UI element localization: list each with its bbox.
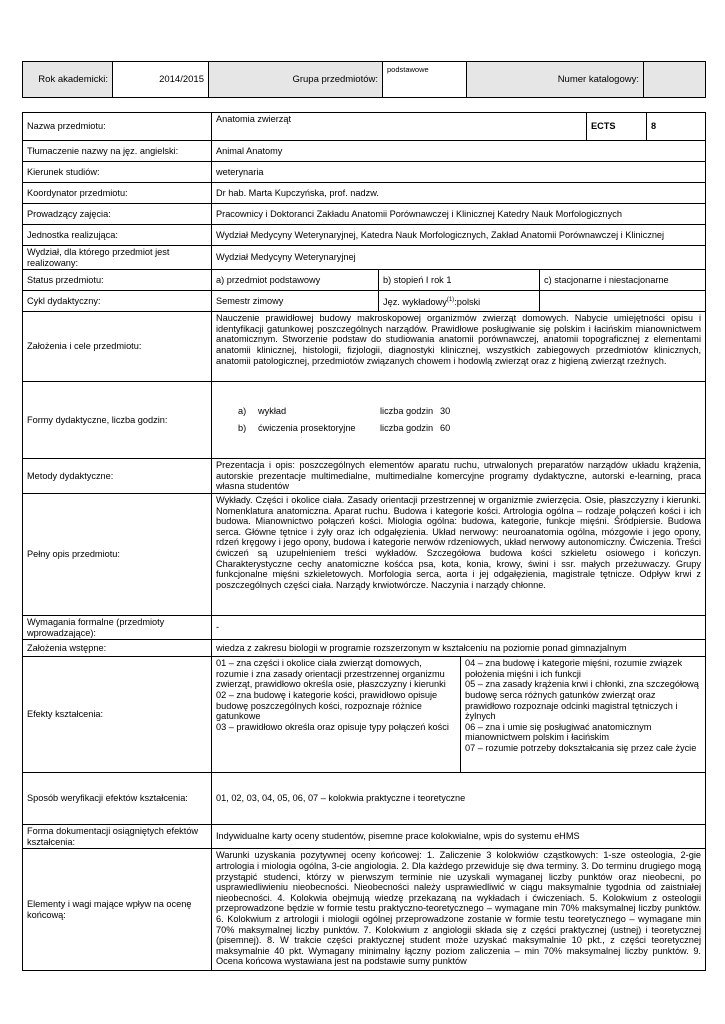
ects-value: 8 [647, 113, 706, 141]
lecture-language-prefix: Jęz. wykładowy [383, 296, 447, 307]
course-name-label: Nazwa przedmiotu: [23, 113, 212, 141]
catalog-number-label: Numer katalogowy: [467, 62, 644, 98]
forms-label: Formy dydaktyczne, liczba godzin: [23, 382, 212, 459]
form-name: wykład [258, 406, 287, 417]
translation-value: Animal Anatomy [212, 141, 706, 162]
academic-year-label: Rok akademicki: [23, 62, 113, 98]
catalog-header-table [22, 61, 706, 98]
form-marker: a) [238, 406, 247, 417]
forms-list-cell [212, 382, 706, 459]
course-name-row [23, 113, 706, 141]
form-name: ćwiczenia prosektoryjne [258, 423, 356, 434]
learning-effects-right: 04 – zna budowę i kategorie mięśni, rozumie związek położenia mięśni i ich funkcji 05 – zna zasady krążenia krwi i chłonki, zna szczegółową budowę serca różnych gatunków zwierząt oraz prawidłowo rozpoznaje odcinki magistral tętniczych i żylnych 06 – zna i umie się posługiwać anatomicznym mianownictwem polskim i łacińskim 07 – rozumie potrzeby dokształcania się przez całe życie [461, 657, 706, 773]
status-label: Status przedmiotu: [23, 270, 212, 291]
learning-effects-left: 01 – zna części i okolice ciała zwierząt domowych, rozumie i zna zasady orientacji przestrzennej organizmu zwierząt, prawidłowo określa osie, płaszczyzny i kierunki 02 – zna budowę i kategorie kości, prawidłowo opisuje budowę poszczególnych kości, rozpoznaje różnice gatunkowe 03 – prawidłowo określa oraz opisuje typy połączeń kości [212, 657, 461, 773]
faculty-label: Wydział, dla którego przedmiot jest realizowany: [23, 246, 212, 270]
documentation-value: Indywidualne karty oceny studentów, pisemne prace kolokwialne, wpis do systemu eHMS [212, 825, 706, 849]
prerequisites-value: wiedza z zakresu biologii w programie rozszerzonym w kształceniu na poziomie ponad gimnazjalnym [212, 640, 706, 657]
prerequisites-label: Założenia wstępne: [23, 640, 212, 657]
catalog-number-value [644, 62, 706, 98]
forms-list [216, 403, 701, 437]
form-hours-label: liczba godzin [380, 406, 434, 417]
course-syllabus-table [22, 112, 706, 971]
faculty-value: Wydział Medycyny Weterynaryjnej [212, 246, 706, 270]
lecture-language [379, 291, 540, 312]
learning-effects-label: Efekty kształcenia: [23, 657, 212, 773]
subject-group-value: podstawowe [383, 62, 467, 98]
status-c: c) stacjonarne i niestacjonarne [540, 270, 706, 291]
formal-requirements-value: - [212, 615, 706, 639]
full-description-value: Wykłady. Części i okolice ciała. Zasady orientacji przestrzennej w organizmie zwierzęcia. Osie, płaszczyzny i kierunki. Nomenklatura anatomiczna. Aparat ruchu. Budowa i kategorie kości. Artrologia ogólna – rodzaje połączeń kości i ich budowa. Mianownictwo połączeń kości. Miologia ogólna: budowa, kategorie, funkcje mięśni. Śródpiersie. Budowa serca. Główne tętnice i żyły oraz ich odgałęzienia. Układ nerwowy: neuroanatomia ogólna, mózgowie i jego opony, rdzeń kręgowy i jego opony, budowa i kategorie nerwów rdzeniowych, układ nerwowy autonomiczny. Ćwiczenia. Treści ćwiczeń są uzupełnieniem treści wykładów. Szczegółowa budowa kości szkieletu osiowego i kończyn. Charakterystyczne cechy anatomiczne kośćca psa, kota, konia, krowy, świni i ssr. małych przeżuwaczy. Grupy funkcjonalne mięśni szkieletowych. Morfologia serca, aorta i jej odgałęzienia, magistrale tętnicze. Odpływ krwi z poszczególnych części ciała. Narządy krwiotwórcze. Naczynia i narządy chłonne. [212, 493, 706, 615]
form-hours: 60 [440, 423, 451, 434]
formal-requirements-label: Wymagania formalne (przedmioty wprowadzające): [23, 615, 212, 639]
unit-label: Jednostka realizująca: [23, 225, 212, 246]
direction-label: Kierunek studiów: [23, 162, 212, 183]
status-b: b) stopień I rok 1 [379, 270, 540, 291]
form-item [238, 420, 701, 437]
teachers-label: Prowadzący zajęcia: [23, 204, 212, 225]
methods-value: Prezentacja i opis: poszczególnych elementów aparatu ruchu, utrwalonych preparatów narządów układu krążenia, autorskie prezentacje multimedialne, multimedialne komercyjne programy dydaktyczne, autorski e-learning, praca własna studentów [212, 459, 706, 494]
direction-value: weterynaria [212, 162, 706, 183]
coordinator-value: Dr hab. Marta Kupczyńska, prof. nadzw. [212, 183, 706, 204]
form-hours: 30 [440, 406, 451, 417]
documentation-label: Forma dokumentacji osiągniętych efektów kształcenia: [23, 825, 212, 849]
translation-label: Tłumaczenie nazwy na jęz. angielski: [23, 141, 212, 162]
form-item [238, 403, 701, 420]
full-description-label: Pełny opis przedmiotu: [23, 493, 212, 615]
goals-value: Nauczenie prawidłowej budowy makroskopowej organizmów zwierząt domowych. Nabycie umiejętności opisu i identyfikacji gatunkowej poszczególnych narządów. Prawidłowe posługiwanie się polskim i łacińskim mianownictwem anatomicznym. Stworzenie podstaw do studiowania anatomii porównawczej, anatomii topograficznej z elementami anatomii klinicznej, histologii, fizjologii, diagnostyki klinicznej, wszystkich zabiegowych przedmiotów klinicznych, anatomii patologicznej, przedmiotów związanych chowem i hodowlą zwierząt oraz z higieną zwierząt rzeźnych. [212, 312, 706, 382]
empty-cell [540, 291, 706, 312]
unit-value: Wydział Medycyny Weterynaryjnej, Katedra Nauk Morfologicznych, Zakład Anatomii Porównawczej i Klinicznej [212, 225, 706, 246]
cycle-label: Cykl dydaktyczny: [23, 291, 212, 312]
academic-year-value: 2014/2015 [113, 62, 209, 98]
verification-label: Sposób weryfikacji efektów kształcenia: [23, 773, 212, 825]
lecture-language-footnote: (1) [446, 296, 455, 303]
subject-group-label: Grupa przedmiotów: [209, 62, 383, 98]
goals-label: Założenia i cele przedmiotu: [23, 312, 212, 382]
course-name-value: Anatomia zwierząt [212, 113, 587, 141]
cycle-value: Semestr zimowy [212, 291, 379, 312]
verification-value: 01, 02, 03, 04, 05, 06, 07 – kolokwia praktyczne i teoretyczne [212, 773, 706, 825]
grade-weights-label: Elementy i wagi mające wpływ na ocenę końcową: [23, 849, 212, 971]
form-marker: b) [238, 423, 247, 434]
lecture-language-value: :polski [454, 296, 481, 307]
methods-label: Metody dydaktyczne: [23, 459, 212, 494]
teachers-value: Pracownicy i Doktoranci Zakładu Anatomii Porównawczej i Klinicznej Katedry Nauk Morfologicznych [212, 204, 706, 225]
form-hours-label: liczba godzin [380, 423, 434, 434]
coordinator-label: Koordynator przedmiotu: [23, 183, 212, 204]
status-a: a) przedmiot podstawowy [212, 270, 379, 291]
ects-label: ECTS [587, 113, 647, 141]
grade-weights-value: Warunki uzyskania pozytywnej oceny końcowej: 1. Zaliczenie 3 kolokwiów cząstkowych: 1-sze osteologia, 2-gie artrologia i miologia ogólna, 3-cie angiologia. 2. Dla każdego przewiduje się dwa terminy. 3. Do terminu drugiego mogą przystąpić studenci, którzy w pierwszym terminie nie uzyskali wymaganej liczby punktów oraz nieobecni, po usprawiedliwieniu nieobecności. Nieobecności należy usprawiedliwić w ciągu maksymalnie tygodnia od zaistniałej nieobecności. 4. Kolokwia obejmują wiedzę przekazaną na wykładach i ćwiczeniach. 5. Kolokwium z osteologii przeprowadzone będzie w formie testu praktyczno-teoretycznego – wymagane min 70% maksymalnej liczby punktów. 6. Kolokwium z artrologii i miologii ogólnej przeprowadzone zostanie w formie testu teoretycznego – wymagane min 70% maksymalnej liczby punktów. 7. Kolokwium z angiologii składa się z części praktycznej (ustnej) i teoretycznej (pisemnej). 8. W trakcie części praktycznej student może uzyskać maksymalnie 10 pkt., z części teoretycznej maksymalnie 40 pkt. Wymagany minimalny łączny poziom zaliczenia – min 70% maksymalnej liczby punktów. 9. Ocena końcowa wystawiana jest na podstawie sumy punktów [212, 849, 706, 971]
